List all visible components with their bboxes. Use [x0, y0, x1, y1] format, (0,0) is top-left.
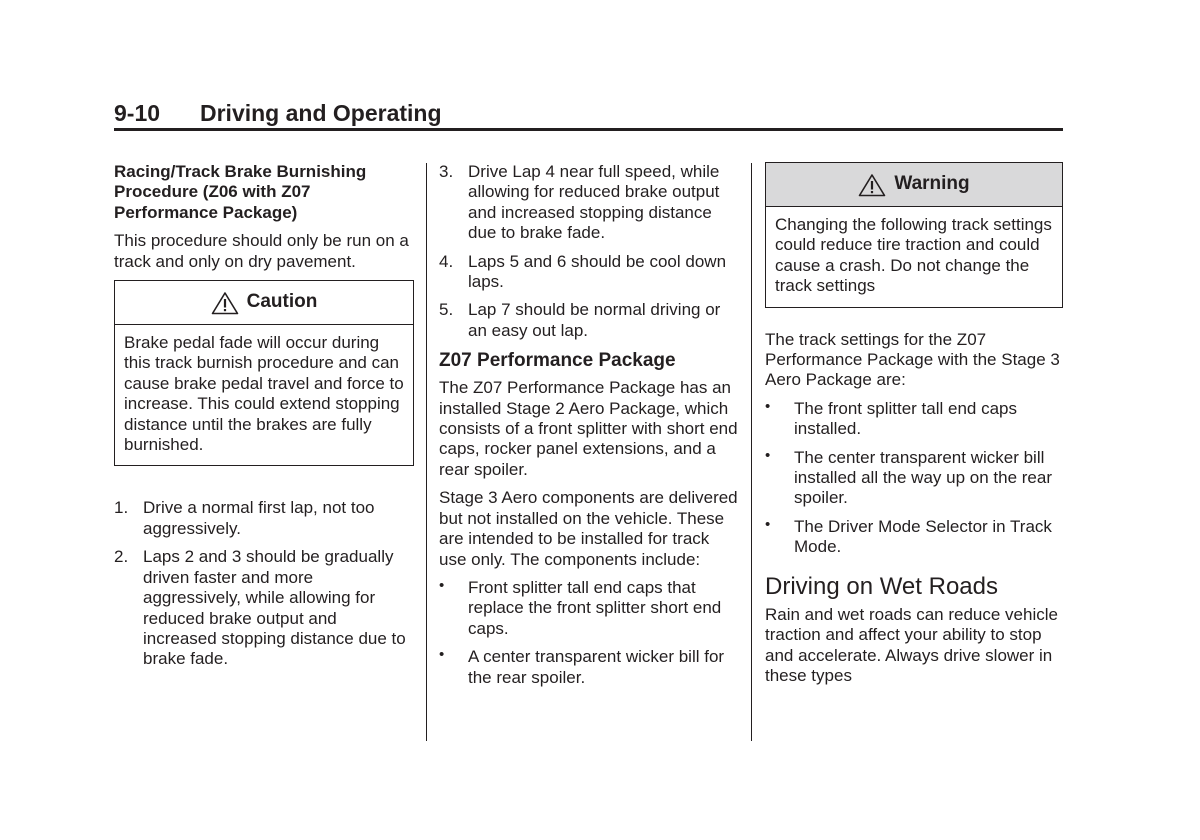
list-number: 5.: [439, 300, 454, 320]
paragraph: This procedure should only be run on a track and only on dry pavement.: [114, 231, 409, 271]
list-item: [439, 252, 741, 293]
list-number: 2.: [114, 547, 129, 567]
list-item: [765, 448, 1065, 509]
list-item: [439, 300, 741, 341]
list-text: The center transparent wicker bill installed all the way up on the rear spoiler.: [794, 447, 1052, 508]
list-item: [765, 399, 1065, 440]
column-2: [439, 162, 741, 696]
column-3: [765, 162, 1065, 694]
list-item: [439, 578, 741, 639]
column-1: [114, 162, 414, 678]
caution-box: [114, 280, 414, 466]
header-rule: [114, 128, 1063, 131]
list-item: [765, 517, 1065, 558]
caution-title: Caution: [246, 291, 318, 313]
bullet-icon: •: [439, 646, 445, 664]
list-text: A center transparent wicker bill for the rear spoiler.: [468, 647, 725, 687]
warning-triangle-icon: [211, 291, 239, 315]
heading-driving-on-wet-roads: Driving on Wet Roads: [765, 572, 998, 600]
paragraph: The track settings for the Z07 Performance Package with the Stage 3 Aero Package are:: [765, 329, 1060, 390]
list-text: Drive a normal first lap, not too aggressively.: [143, 498, 375, 538]
list-text: Lap 7 should be normal driving or an easy out lap.: [468, 300, 721, 340]
warning-triangle-icon: [858, 173, 886, 197]
list-item: [114, 547, 414, 669]
paragraph: Stage 3 Aero components are delivered but not installed on the vehicle. These are intended to be installed for track use only. The components include:: [439, 488, 738, 569]
subheading-burnishing: Racing/Track Brake Burnishing Procedure (Z06 with Z07 Performance Package): [114, 162, 367, 222]
column-divider: [426, 163, 427, 741]
page-number: 9-10: [114, 100, 161, 126]
warning-box: [765, 162, 1063, 308]
list-text: Laps 5 and 6 should be cool down laps.: [468, 251, 727, 292]
warning-title: Warning: [894, 173, 970, 195]
caution-body: Brake pedal fade will occur during this track burnish procedure and can cause brake pedal travel and force to increase. This could extend stopping distance until the brakes are fully burnished.: [124, 333, 404, 455]
warning-header: [766, 163, 1062, 207]
list-number: 4.: [439, 251, 454, 271]
page-header: [114, 100, 1062, 128]
paragraph: The Z07 Performance Package has an installed Stage 2 Aero Package, which consists of a front splitter with short end caps, rocker panel extensions, and a rear spoiler.: [439, 378, 738, 479]
list-number: 1.: [114, 498, 129, 518]
paragraph: Rain and wet roads can reduce vehicle traction and affect your ability to stop and accelerate. Always drive slower in these types: [765, 604, 1058, 685]
section-title: Driving and Operating: [200, 100, 442, 126]
list-item: [114, 498, 414, 539]
list-text: Laps 2 and 3 should be gradually driven faster and more aggressively, while allowing for reduced brake output and increased stopping distance due to brake fade.: [143, 547, 406, 669]
list-number: 3.: [439, 162, 454, 181]
column-divider: [751, 163, 752, 741]
list-text: Front splitter tall end caps that replace the front splitter short end caps.: [468, 577, 722, 638]
heading-z07-performance-package: Z07 Performance Package: [439, 350, 676, 372]
list-text: The Driver Mode Selector in Track Mode.: [794, 516, 1052, 557]
list-text: The front splitter tall end caps installed.: [794, 398, 1018, 439]
bullet-icon: •: [439, 576, 445, 594]
list-text: Drive Lap 4 near full speed, while allowing for reduced brake output and increased stopping distance due to brake fade.: [468, 162, 720, 243]
list-item: [439, 647, 741, 688]
bullet-icon: •: [765, 515, 771, 533]
bullet-icon: •: [765, 446, 771, 464]
bullet-icon: •: [765, 397, 771, 415]
list-item: [439, 162, 741, 244]
warning-body: Changing the following track settings could reduce tire traction and could cause a crash. Do not change the track settings: [775, 215, 1052, 296]
caution-header: [115, 281, 413, 325]
